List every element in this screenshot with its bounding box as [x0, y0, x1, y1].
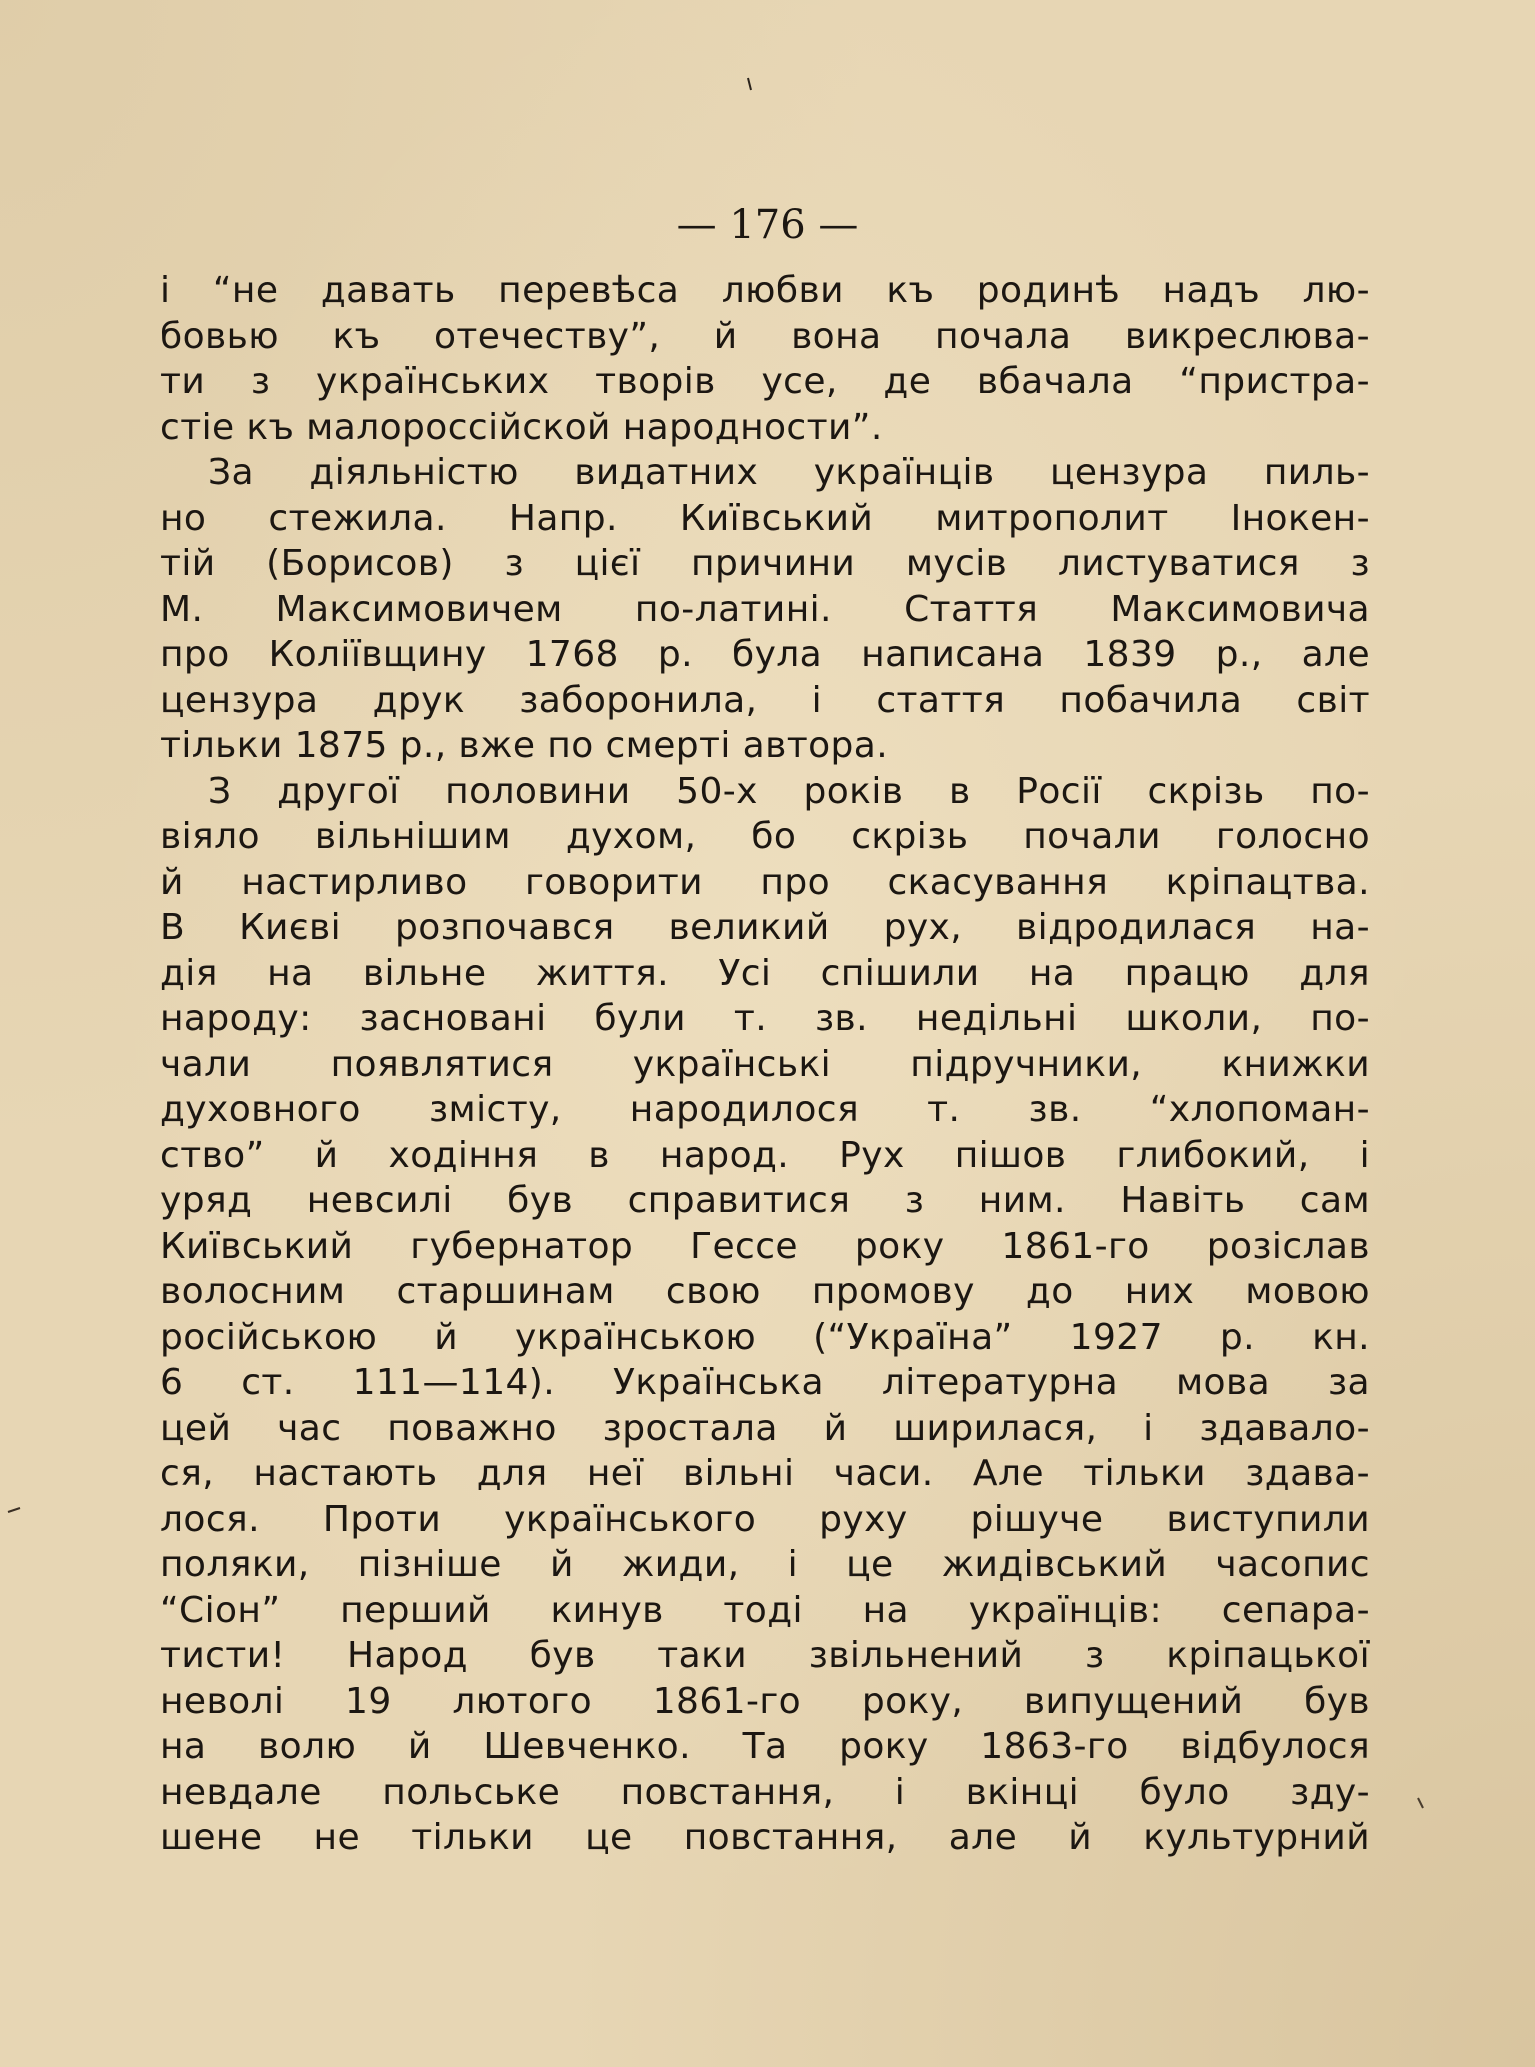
page-number: — 176 —: [676, 202, 859, 248]
body-text: [160, 268, 1370, 1861]
text-line: Київський губернатор Гессе року 1861-го розіслав: [160, 1225, 1370, 1267]
text-line: 6 ст. 111—114). Українська літературна мова за: [160, 1362, 1370, 1403]
paper-speck: [748, 78, 751, 90]
text-line: З другої половини 50-х років в Росії скрізь по-: [208, 770, 1370, 812]
text-line: духовного змісту, народилося т. зв. “хлопоман-: [160, 1089, 1370, 1130]
text-line: “Сіон” перший кинув тоді на українців: сепара-: [160, 1589, 1370, 1631]
text-line: тільки 1875 р., вже по смерті автора.: [160, 725, 889, 766]
text-line: віяло вільнішим духом, бо скрізь почали голосно: [160, 816, 1370, 857]
text-line: поляки, пізніше й жиди, і це жидівський часопис: [160, 1544, 1370, 1585]
text-line: но стежила. Напр. Київський митрополит Інокен-: [160, 497, 1370, 539]
text-line: В Києві розпочався великий рух, відродилася на-: [160, 907, 1370, 948]
paper-speck: [1418, 1798, 1423, 1808]
text-line: бовью къ отечеству”, й вона почала викреслюва-: [160, 315, 1370, 357]
text-line: ти з українських творів усе, де вбачала “пристра-: [160, 361, 1370, 402]
text-line: на волю й Шевченко. Та року 1863-го відбулося: [160, 1726, 1370, 1767]
text-line: неволі 19 лютого 1861-го року, випущений був: [160, 1680, 1370, 1722]
text-line: шене не тільки це повстання, але й культурний: [160, 1817, 1370, 1858]
text-line: про Коліївщину 1768 р. була написана 1839 р., але: [160, 634, 1370, 675]
text-line: дія на вільне життя. Усі спішили на працю для: [160, 952, 1370, 994]
text-line: ство” й ходіння в народ. Рух пішов глибокий, і: [160, 1134, 1370, 1176]
text-line: лося. Проти українського руху рішуче виступили: [160, 1498, 1370, 1540]
text-line: уряд невсилі був справитися з ним. Навіть сам: [160, 1180, 1370, 1221]
text-line: волосним старшинам свою промову до них мовою: [160, 1271, 1370, 1312]
text-line: й настирливо говорити про скасування кріпацтва.: [160, 861, 1370, 903]
text-line: ся, настають для неї вільні часи. Але тільки здава-: [160, 1453, 1370, 1494]
text-line: цей час поважно зростала й ширилася, і здавало-: [160, 1407, 1370, 1449]
text-line: і “не давать перевѣса любви къ родинѣ надъ лю-: [160, 270, 1370, 311]
text-line: цензура друк заборонила, і стаття побачила світ: [160, 679, 1370, 721]
paper-speck: [8, 1508, 20, 1512]
text-line: народу: засновані були т. зв. недільні школи, по-: [160, 998, 1370, 1039]
text-line: чали появлятися українські підручники, книжки: [160, 1043, 1370, 1085]
text-line: тій (Борисов) з цієї причини мусів листуватися з: [160, 543, 1370, 584]
text-line: М. Максимовичем по-латині. Стаття Максимовича: [160, 588, 1370, 630]
text-line: російською й українською (“Україна” 1927 р. кн.: [160, 1316, 1370, 1358]
text-line: невдале польське повстання, і вкінці було зду-: [160, 1771, 1370, 1813]
text-line: стіе къ малороссійской народности”.: [160, 406, 883, 448]
text-line: тисти! Народ був таки звільнений з кріпацької: [160, 1635, 1370, 1676]
text-line: За діяльністю видатних українців цензура пиль-: [208, 452, 1370, 493]
